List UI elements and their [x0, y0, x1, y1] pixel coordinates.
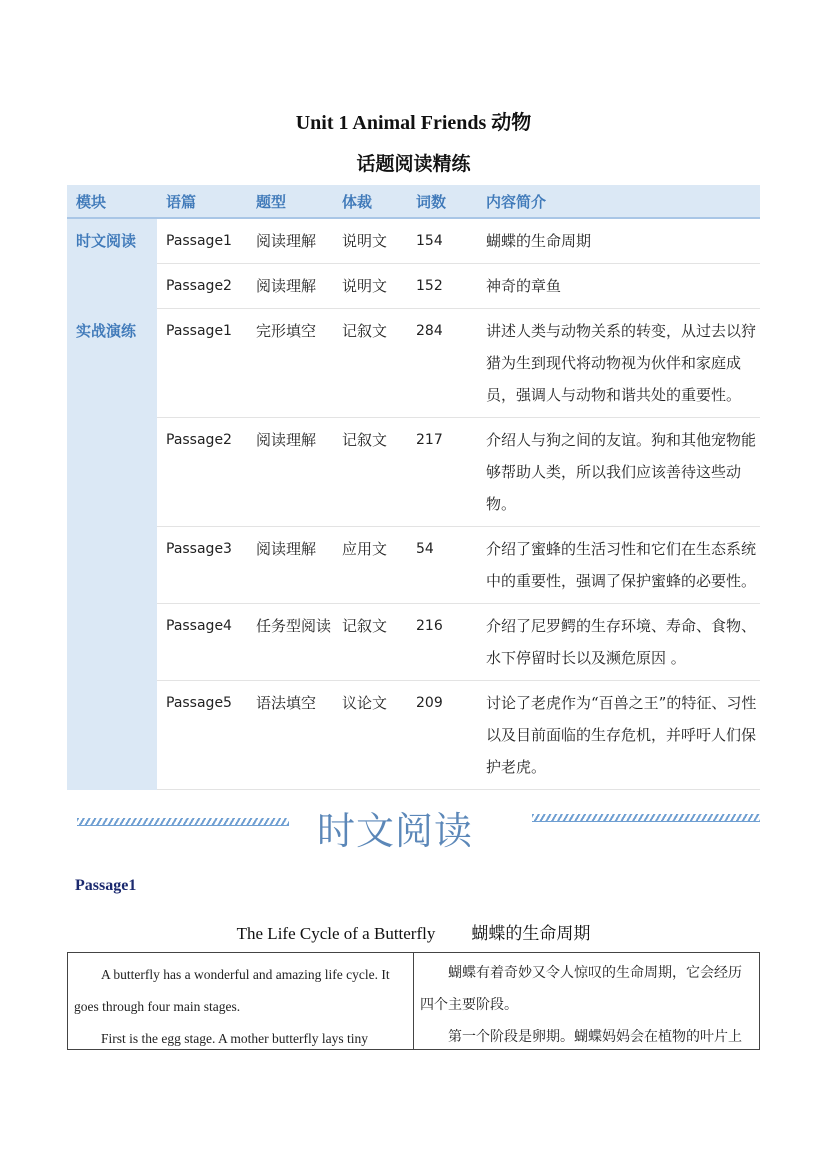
banner-rule-left [77, 818, 289, 826]
summary-cell: 讨论了老虎作为“百兽之王”的特征、习性以及目前面临的生存危机，并呼吁人们保护老虎。 [477, 681, 760, 790]
col-header-summary: 内容简介 [477, 185, 760, 218]
passage-title-en: The Life Cycle of a Butterfly [236, 924, 436, 943]
col-header-type: 题型 [247, 185, 333, 218]
table-row [67, 604, 760, 681]
col-header-module: 模块 [67, 185, 157, 218]
words-cell: 154 [407, 218, 477, 264]
type-cell: 完形填空 [247, 309, 333, 418]
overview-table [67, 185, 760, 790]
section-banner-title: 时文阅读 [317, 809, 474, 853]
summary-cell: 神奇的章鱼 [477, 264, 760, 309]
col-header-words: 词数 [407, 185, 477, 218]
chinese-paragraph: 第一个阶段是卵期。蝴蝶妈妈会在植物的叶片上 [448, 1029, 742, 1045]
type-cell: 阅读理解 [247, 218, 333, 264]
chinese-column [414, 953, 759, 1049]
page-subtitle: 话题阅读精练 [356, 153, 471, 175]
table-row [67, 309, 760, 418]
genre-cell: 记叙文 [333, 604, 407, 681]
genre-cell: 记叙文 [333, 418, 407, 527]
passage-cell: Passage1 [157, 309, 247, 418]
page-title: Unit 1 Animal Friends 动物 [295, 112, 532, 134]
table-row [67, 681, 760, 790]
passage-label: Passage1 [75, 877, 137, 894]
bilingual-text-box [67, 952, 760, 1050]
english-column [68, 953, 414, 1049]
genre-cell: 议论文 [333, 681, 407, 790]
passage-cell: Passage2 [157, 264, 247, 309]
genre-cell: 应用文 [333, 527, 407, 604]
genre-cell: 说明文 [333, 218, 407, 264]
english-paragraph: A butterfly has a wonderful and amazing life cycle. It goes through four main stages. [74, 967, 390, 1014]
type-cell: 阅读理解 [247, 418, 333, 527]
passage-cell: Passage2 [157, 418, 247, 527]
type-cell: 语法填空 [247, 681, 333, 790]
passage-title [0, 919, 827, 944]
module-cell: 时文阅读 [67, 218, 157, 309]
summary-cell: 蝴蝶的生命周期 [477, 218, 760, 264]
chinese-paragraph: 蝴蝶有着奇妙又令人惊叹的生命周期，它会经历四个主要阶段。 [420, 965, 742, 1013]
table-row [67, 264, 760, 309]
section-banner [77, 800, 760, 856]
passage-cell: Passage1 [157, 218, 247, 264]
summary-cell: 介绍了尼罗鳄的生存环境、寿命、食物、水下停留时长以及濒危原因 。 [477, 604, 760, 681]
banner-rule-right [532, 814, 760, 822]
type-cell: 阅读理解 [247, 264, 333, 309]
type-cell: 任务型阅读 [247, 604, 333, 681]
table-row [67, 418, 760, 527]
table-header-row [67, 185, 760, 218]
col-header-passage: 语篇 [157, 185, 247, 218]
table-row [67, 527, 760, 604]
words-cell: 284 [407, 309, 477, 418]
genre-cell: 记叙文 [333, 309, 407, 418]
passage-cell: Passage4 [157, 604, 247, 681]
genre-cell: 说明文 [333, 264, 407, 309]
summary-cell: 介绍了蜜蜂的生活习性和它们在生态系统中的重要性，强调了保护蜜蜂的必要性。 [477, 527, 760, 604]
table-row [67, 218, 760, 264]
words-cell: 152 [407, 264, 477, 309]
words-cell: 216 [407, 604, 477, 681]
english-paragraph: First is the egg stage. A mother butterfly lays tiny [101, 1031, 368, 1046]
module-cell: 实战演练 [67, 309, 157, 790]
passage-cell: Passage5 [157, 681, 247, 790]
words-cell: 209 [407, 681, 477, 790]
words-cell: 54 [407, 527, 477, 604]
passage-title-zh: 蝴蝶的生命周期 [471, 924, 591, 944]
summary-cell: 介绍人与狗之间的友谊。狗和其他宠物能够帮助人类，所以我们应该善待这些动物。 [477, 418, 760, 527]
summary-cell: 讲述人类与动物关系的转变，从过去以狩猎为生到现代将动物视为伙伴和家庭成员，强调人与动物和谐共处的重要性。 [477, 309, 760, 418]
passage-cell: Passage3 [157, 527, 247, 604]
words-cell: 217 [407, 418, 477, 527]
type-cell: 阅读理解 [247, 527, 333, 604]
col-header-genre: 体裁 [333, 185, 407, 218]
